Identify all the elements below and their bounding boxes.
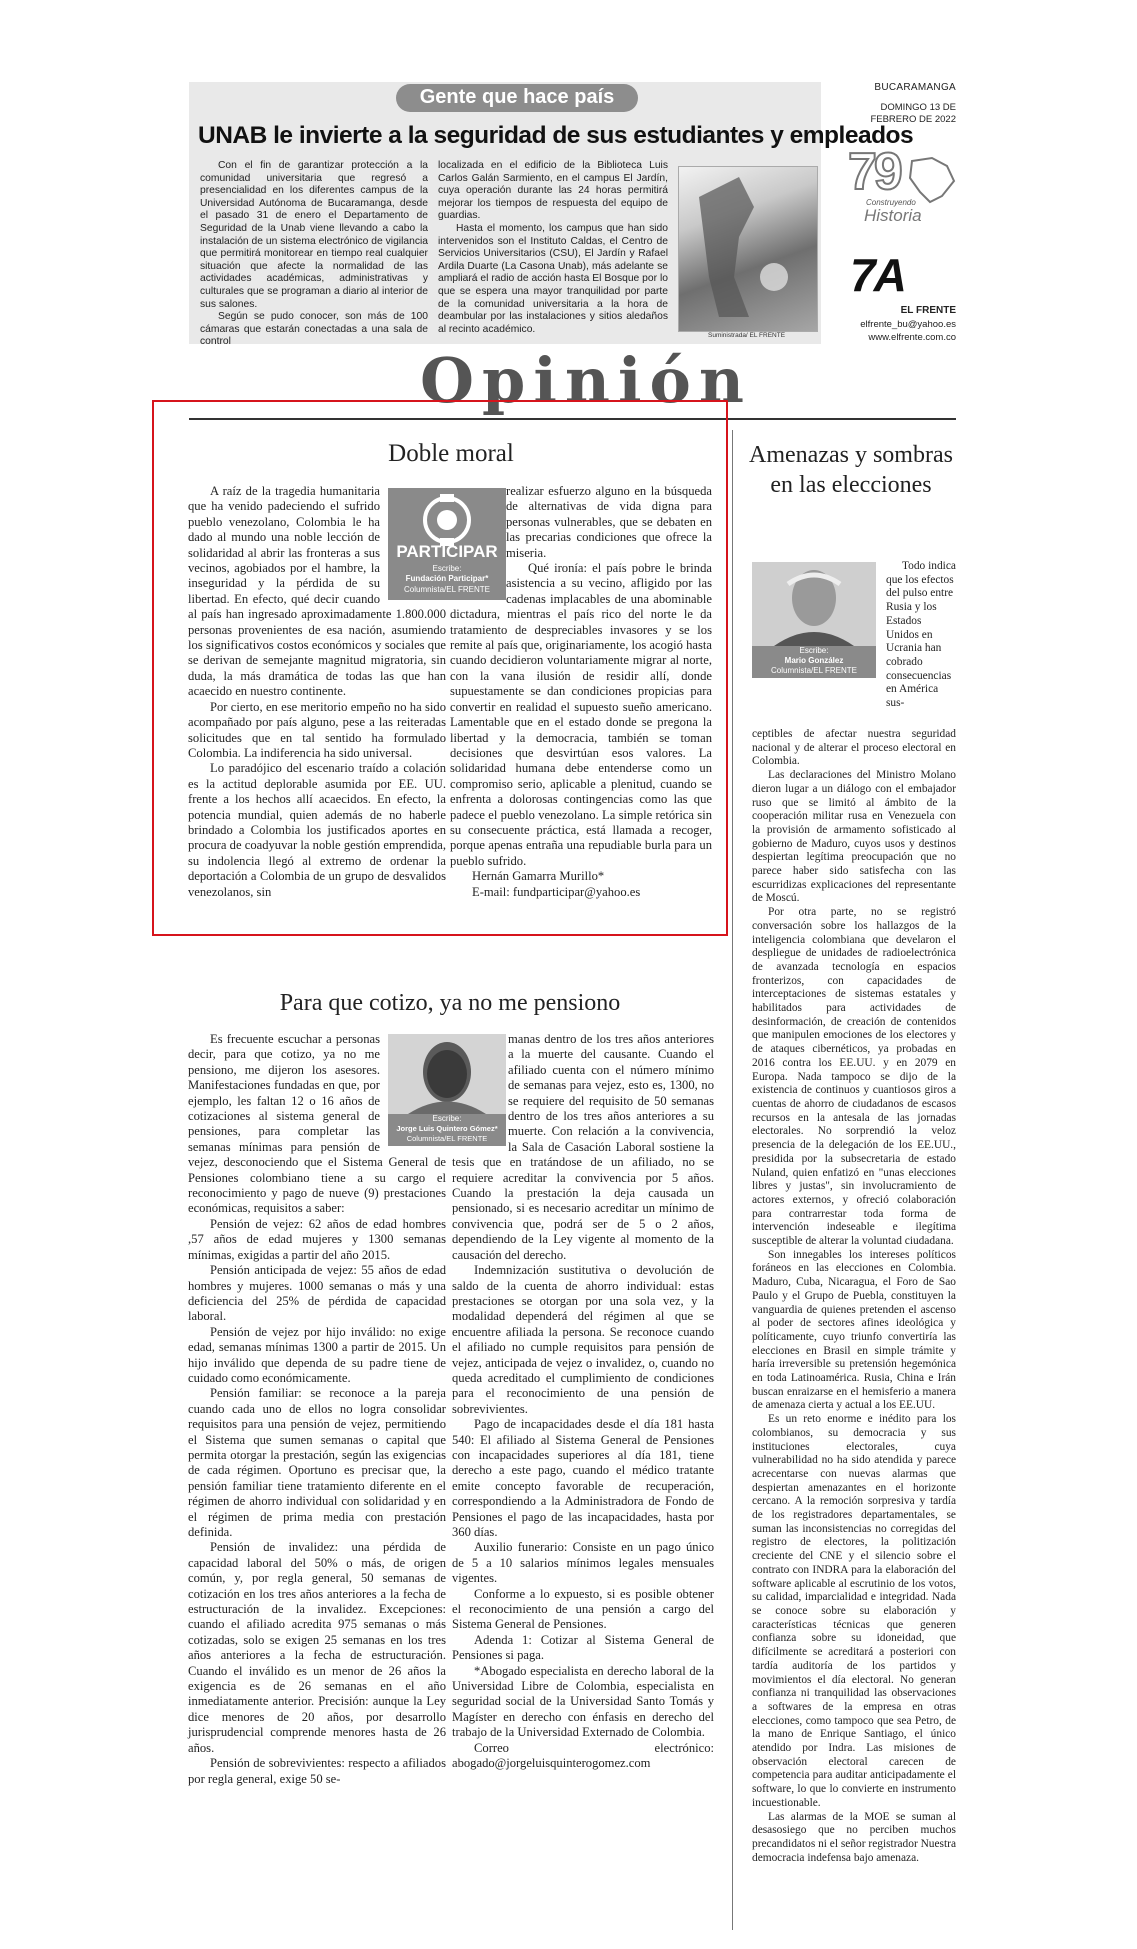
header-city: BUCARAMANGA (874, 82, 956, 93)
banner-photo (678, 166, 818, 332)
article3-byline-label: Escribe: (799, 646, 829, 655)
article2-byline-name: Jorge Luis Quintero Gómez* (396, 1124, 498, 1133)
article2-col1-p3: Pensión anticipada de vejez: 55 años de edad hombres y mujeres. 1000 semanas o más y una deficiencia del 25% de pérdida de capacidad laboral. (188, 1263, 446, 1324)
banner-col2-p1: localizada en el edificio de la Biblioteca Luis Carlos Galán Sarmiento, en el campus El Jardín, cuya operación durante las 24 horas permitirá mejorar los tiempos de respuesta del equipo de guardias. (438, 160, 668, 222)
banner-col2-p2: Hasta el momento, los campus que han sido intervenidos son el Instituto Caldas, el Centro de Servicios Universitarios (CSU), El Jardín y Rafael Ardila Duarte (La Casona Unab), más adelante se ampliará el radio de acción hasta El Bosque por lo que se espera una mayor tranquilidad por parte de la comunidad universitaria a la hora de deambular por las instalaciones y sitios aledaños al recinto académico. (438, 222, 668, 335)
article1-col1-p1: A raíz de la tragedia humanitaria que ha venido padeciendo el sufrido pueblo venezolano, Colombia le ha dado al mundo una noble lección de solidaridad al abrir las fronteras a sus vecinos, agobiados por el hambre, la inseguridad y la pérdida de su libertad. En efecto, qué decir cuando al país han ingresado aproximadamente 1.800.000 personas provenientes de esa nación, asumiendo los significativos costos económicos y sociales que se derivan de semejante magnitud migratoria, sin duda, la más dramática de todas las que han acaecido en nuestro continente. (188, 484, 446, 699)
article2-col-1 (188, 1032, 446, 1787)
anniversary-logo (840, 143, 960, 228)
article3-intro: Todo indica que los efectos del pulso entre Rusia y los Estados Unidos en Ucrania han cobrado consecuencias en América sus- (886, 560, 956, 710)
photo-credit: Suministrada/ EL FRENTE (708, 332, 786, 339)
header-date: DOMINGO 13 DE FEBRERO DE 2022 (870, 102, 956, 125)
article2-col-2 (452, 1032, 714, 1772)
article2-col2-p1: manas dentro de los tres años anteriores a la muerte del causante. Cuando el afiliado cuenta con el número mínimo de semanas para vejez, esto es, 1300, no se requiere del requisito de 50 semanas dentro de los tres años anteriores a su muerte. Con relación a la convivencia, la Sala de Casación Laboral sostiene la tesis que en tratándose de un afiliado, no se requiere acreditar la convivencia por 5 años. Cuando la prestación la deja causada un pensionado, si es necesario acreditar un mínimo de convivencia que, podrá ser de 5 o 2 años, dependiendo de la Ley vigente al momento de la causación del derecho. (452, 1032, 714, 1262)
anniversary-word: Historia (864, 206, 922, 225)
article2-title: Para que cotizo, ya no me pensiono (279, 990, 621, 1016)
article2-col2-p4: Auxilio funerario: Consiste en un pago único de 5 a 10 salarios mínimos legales mensuales vigentes. (452, 1540, 714, 1586)
article1-col1-p3: Lo paradójico del escenario traído a colación es la actitud deplorable asumida por EE. UU. frente a los hechos allí acaecidos. En efecto, la potencia mundial, quien además de no haberle brindado a Colombia los justificados aportes en procura de coadyuvar la noble gestión emprendida, su indolencia llegó al extremo de ordenar la deportación a Colombia de un grupo de desvalidos venezolanos, sin (188, 761, 446, 899)
article2-col2-p5: Conforme a lo expuesto, si es posible obtener el reconocimiento de una pensión a cargo del Sistema General de Pensiones. (452, 1586, 714, 1632)
header-email: elfrente_bu@yahoo.es (860, 319, 956, 330)
author-portrait-icon (752, 562, 876, 646)
article1-col2-p1: realizar esfuerzo alguno en la búsqueda de alternativas de vida digna para personas vulnerables, que se debaten en las precarias condiciones que ofrece la miseria. (506, 484, 712, 560)
article2-col1-p4: Pensión de vejez por hijo inválido: no exige edad, semanas mínimas 1300 a partir de 2015. Un hijo inválido que dependa de su padre tiene de cuidado como económicamente. (188, 1324, 446, 1385)
article3-photo (752, 562, 876, 678)
article3-byline-name: Mario González (784, 656, 844, 665)
banner-col-1 (200, 160, 428, 349)
article3-p2: Las declaraciones del Ministro Molano dieron lugar a un diálogo con el embajador ruso que se limitó al ámbito de la cooperación militar rusa en Venezuela con la provisión de armamento sofisticado al gobierno de Maduro, cuyos usos y destinos despiertan legítima preocupación que no parece haber sido satisfecha con las escurridizas explicaciones del representante de Moscú. (752, 769, 956, 905)
article3-byline-role: Columnista/EL FRENTE (771, 666, 857, 675)
article2-col2-p8: Correo electrónico: abogado@jorgeluisquinterogomez.com (452, 1740, 714, 1771)
article3-body (752, 728, 956, 1865)
article3-p1: ceptibles de afectar nuestra seguridad nacional y de alterar el proceso electoral en Colombia. (752, 728, 956, 768)
article2-col1-p2: Pensión de vejez: 62 años de edad hombres ,57 años de edad mujeres y 1300 semanas mínimas, exigidas a partir del año 2015. (188, 1216, 446, 1262)
article1-col2-p4: E-mail: fundparticipar@yahoo.es (472, 884, 641, 899)
header-website: www.elfrente.com.co (868, 332, 956, 343)
section-title: Opinión (420, 344, 752, 417)
article2-byline-role: Columnista/EL FRENTE (406, 1134, 488, 1143)
article1-byline-name: Fundación Participar* (405, 574, 489, 583)
anniversary-tagline: Construyendo (866, 198, 916, 207)
banner-col-2 (438, 160, 668, 336)
article2-col1-p6: Pensión de invalidez: una pérdida de capacidad laboral del 50% o más, de origen común, y, por regla general, 50 semanas de cotización en los tres años anteriores a la fecha de estructuración de la invalidez. Excepciones: cuando el afiliado acredita 975 semanas o más cotizadas, solo se exigen 25 semanas en los tres años anteriores a la fecha de estructuración. Cuando el inválido es un menor de 26 años la exigencia es de 26 semanas en el año inmediatamente anterior. Precisión: aunque la Ley dice menores de 20 años, por desarrollo jurisprudencial comprende menores hasta de 26 años. (188, 1540, 446, 1755)
anniversary-number: 79 (848, 143, 900, 201)
page-number: 7A (850, 249, 905, 301)
article2-col2-p6: Adenda 1: Cotizar al Sistema General de Pensiones si paga. (452, 1632, 714, 1663)
article1-col2-p2: Qué ironía: el país pobre le brinda asistencia a su vecino, afligido por las cadenas implacables de una abominable dictadura, mientras el país rico del norte le da tratamiento de despreciables invasores y se los remite al país que, originariamente, los acogió hasta cuando decidieron voluntariamente migrar al norte, con la vana ilusión de residir allí, donde supuestamente se dan condiciones propicias para convertir en realidad el supuesto sueño americano. Lamentable que en el estado donde se pregona la libertad y la democracia, también se toman decisiones que desvirtúan esos valores. La solidaridad humana debe entenderse como un compromiso serio, aplicable a plenitud, cuando se enfrenta a dolorosas contingencias como las que padece el pueblo venezolano. La simple retórica sin su consecuente práctica, está llamada a recoger, porque apenas entraña una repudiable burla para un pueblo sufrido. (450, 561, 712, 868)
article2-col1-p5: Pensión familiar: se reconoce a la pareja cuando cada uno de ellos no logra consolidar requisitos para una pensión de vejez, permitiendo el Sistema que sumen semanas o capital que permita otorgar la prestación, según las exigencias de cada régimen. Oportuno es precisar que, la pensión familiar tiene tratamiento diferente en el régimen de ahorro individual con solidaridad y en el régimen de prima media con prestación definida. (188, 1386, 446, 1539)
article3-p3: Por otra parte, no se registró conversación sobre los hallazgos de la inteligencia colombiana que develaron el despliegue de unidades de radioelectrónica de avanzada tecnología en espacios fronterizos, con capacidades de interceptaciones de sistemas estatales y habilitados para actividades de desinformación, de creación de contenidos que manipulen emociones de los electores y de ataques cibernéticos, ya probadas en 2016 contra los EE.UU. y en 2079 en Europa. Nada tampoco se dijo de la existencia de continuos y cuantiosos giros a cuentas de ahorro de ciudadanos de escasos recursos en la antesala de las jornadas electorales. No sorprendió la veloz presencia de la delegación de los EE.UU., presidida por la subsecretaria de estado Nuland, quien enfatizó en "unas elecciones libres y justas", sin involucramiento de actores externos, y ofreció colaboración para contrarrestar toda forma de intervención indeseable e ilegítima susceptible de alterar la voluntad ciudadana. (752, 906, 956, 1248)
article1-title: Doble moral (388, 440, 514, 467)
article3-p4: Son innegables los intereses políticos foráneos en las elecciones en Colombia. Maduro, Cuba, Nicaragua, el Foro de Sao Paulo y el Grupo de Puebla, constituyen la vanguardia de quienes pretenden el ascenso al poder de sectores afines ideológica y políticamente, cuyo triunfo convertiría las elecciones en Brasil en simple trámite y haría irreversible su pretensión hegemónica en toda Latinoamérica. Rusia, China e Irán buscan enraizarse en el hemisferio a manera de amenaza cierta y actual a los EE.UU. (752, 1248, 956, 1412)
paper-name: EL FRENTE (900, 305, 956, 316)
article1-col-1 (188, 484, 446, 900)
banner-col1-p1: Con el fin de garantizar protección a la comunidad universitaria que regresó a presencialidad en los diferentes campus de la Universidad Autónoma de Bucaramanga, desde el pasado 31 de enero el Departamento de Seguridad de la Unab viene llevando a cabo la instalación de un sistema electrónico de vigilancia que permitirá monitorear en tiempo real cualquier situación que afecte la normalidad de las actividades académicas, administrativas y culturales que se programan a diario al interior de sus salones. (200, 160, 428, 310)
banner-headline: UNAB le invierte a la seguridad de sus estudiantes y empleados (198, 122, 914, 149)
article3-p6: Las alarmas de la MOE se suman al desasosiego que no perciben muchos precandidatos ni el señor registrador Nuestra democracia indefensa bajo amenaza. (752, 1810, 957, 1864)
guard-silhouette-icon (679, 167, 817, 331)
article2-col2-p2: Indemnización sustitutiva o devolución de saldo de la cuenta de ahorro individual: estas prestaciones se otorgan por una sola vez, y la modalidad dependerá del régimen al que se encuentre afiliada la persona. Se reconoce cuando el afiliado no cumple requisitos para pensión de vejez, anticipada de vejez o invalidez, o, cuando no queda acreditado el cumplimiento de condiciones para el reconocimiento de una pensión de sobrevivientes. (452, 1263, 714, 1416)
article1-col-2 (450, 484, 712, 900)
section-tag-label: Gente que hace país (419, 86, 615, 108)
article3-title: Amenazas y sombras en las elecciones (749, 442, 953, 498)
article1-byline-role: Columnista/EL FRENTE (404, 585, 490, 594)
article1-byline-label: Escribe: (432, 564, 462, 573)
column-rule (732, 430, 733, 1930)
article2-col1-p7: Pensión de sobrevivientes: respecto a afiliados por regla general, exige 50 se- (188, 1756, 446, 1786)
article2-col1-p1: Es frecuente escuchar a personas decir, para que cotizo, ya no me pensiono, me dijeron los asesores. Manifestaciones fundadas en que, por ejemplo, les faltan 12 o 16 años de cotizaciones al sistema general de pensiones, para completar las semanas mínimas para pensión de vejez, desconociendo que el Sistema General de Pensiones colombiano tiene a su cargo el reconocimiento y pago de nueve (9) prestaciones económicas, requisitos a saber: (188, 1032, 446, 1216)
article2-col2-p3: Pago de incapacidades desde el día 181 hasta 540: El afiliado al Sistema General de Pensiones con incapacidades superiores al día 181, tiene derecho a este pago, cuando el médico tratante emite concepto favorable de recuperación, correspondiendo a la Administradora de Fondo de Pensiones el pago de las incapacidades, hasta por 360 días. (452, 1417, 714, 1539)
article1-logo-text: PARTICIPAR (396, 542, 498, 561)
article1-col1-p2: Por cierto, en ese meritorio empeño no ha sido acompañado por país alguno, pese a las reiteradas solicitudes que en tal sentido ha formulado Colombia. La indiferencia ha sido universal. (188, 699, 446, 760)
banner-col1-p2: Según se pudo conocer, son más de 100 cámaras que estarán conectadas a una sala de control (200, 311, 428, 348)
article2-col2-p7: *Abogado especialista en derecho laboral de la Universidad Libre de Colombia, especialista en seguridad social de la Universidad Santo Tomás y Magíster en derecho con énfasis en derecho del trabajo de la Universidad Externado de Colombia. (452, 1663, 714, 1740)
article1-col2-p3: Hernán Gamarra Murillo* (472, 869, 605, 884)
article2-byline-label: Escribe: (432, 1114, 462, 1123)
article3-p5: Es un reto enorme e inédito para los colombianos, su democracia y sus instituciones electorales, cuya vulnerabilidad no ha sido atendida y parece acrecentarse con nuevas alarmas que despiertan amenazantes en el horizonte cercano. A la remoción sorpresiva y tardía de los registradores departamentales, se suman las inconsistencias no corregidas del registro de electores, la politización creciente del CNE y el silencio sobre el contrato con INDRA para la elaboración del software aplicable al escrutinio de los votos, su calidad, imparcialidad e integridad. Nada se conoce sobre su elaboración y características técnicas que generen confianza sobre su idoneidad, que difícilmente se acreditará a posteriori con tardía auditoría de los partidos y movimientos el día electoral. No generan confianza ni tranquilidad las observaciones a softwares de la empresa en otras elecciones, como tampoco que sea Petro, de la mano de Enrique Santiago, el único atendido por Indra. Las misiones de observación electoral carecen de competencia para auditar anticipadamente el software, lo que lo convierte en instrumento incuestionable. (752, 1413, 956, 1809)
